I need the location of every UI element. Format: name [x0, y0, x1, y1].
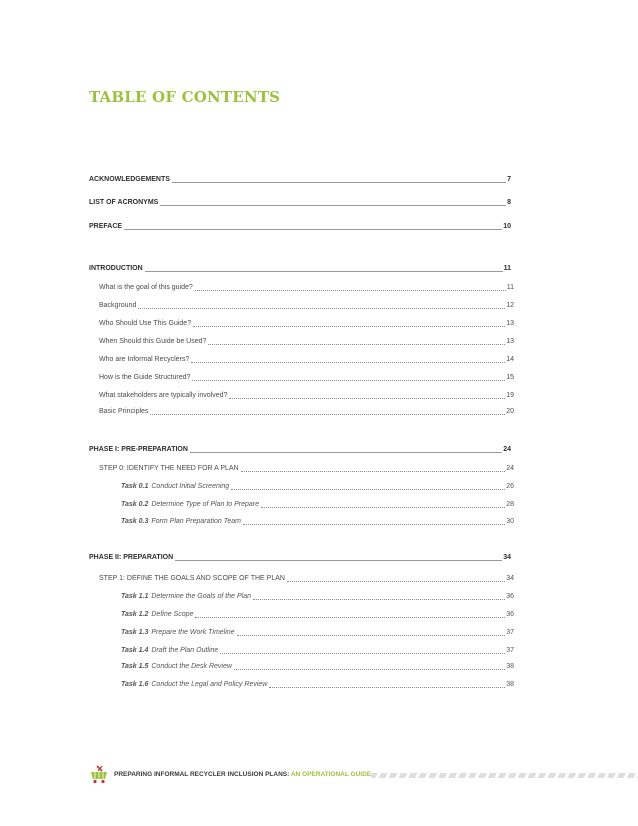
- toc-page-number: 34: [503, 554, 511, 561]
- dot-leader: [175, 560, 502, 561]
- toc-entry-label: What stakeholders are typically involved?: [99, 392, 228, 399]
- toc-entry-label: What is the goal of this guide?: [99, 284, 193, 291]
- toc-entry-introduction[interactable]: [89, 264, 511, 273]
- dot-leader: [287, 581, 505, 582]
- toc-page-number: 11: [506, 284, 514, 291]
- dot-leader: [241, 471, 506, 472]
- task-title: Conduct the Legal and Policy Review: [151, 681, 268, 688]
- toc-page-number: 24: [506, 465, 514, 472]
- task-title: Form Plan Preparation Team: [151, 518, 241, 525]
- toc-entry-preface[interactable]: [89, 222, 511, 231]
- toc-entry-label: PHASE I: PRE-PREPARATION: [89, 446, 188, 453]
- toc-page-number: 34: [506, 575, 514, 582]
- toc-entry-intro-goal[interactable]: [99, 283, 514, 292]
- toc-page-number: 24: [503, 446, 511, 453]
- dot-leader: [253, 599, 505, 600]
- task-number: Task 0.3: [121, 518, 149, 525]
- toc-task-label: [121, 500, 259, 509]
- toc-page-number: 26: [506, 483, 514, 490]
- toc-page-number: 12: [506, 302, 514, 309]
- toc-page-number: 37: [506, 647, 514, 654]
- toc-entry-phase2[interactable]: [89, 553, 511, 562]
- dot-leader: [172, 182, 506, 183]
- toc-task-label: [121, 680, 267, 689]
- toc-task-label: [121, 646, 218, 655]
- toc-entry-label: STEP 1: DEFINE THE GOALS AND SCOPE OF THE PLAN: [99, 575, 285, 582]
- toc-entry-task-1-3[interactable]: [121, 628, 514, 637]
- footer-stripe-divider: [371, 773, 638, 778]
- dot-leader: [208, 344, 505, 345]
- dot-leader: [261, 507, 505, 508]
- dot-leader: [160, 205, 506, 206]
- toc-page-number: 38: [506, 681, 514, 688]
- toc-entry-label: Basic Principles: [99, 408, 149, 415]
- toc-task-label: [121, 592, 251, 601]
- task-title: Define Scope: [151, 611, 194, 618]
- task-title: Prepare the Work Timeline: [151, 629, 235, 636]
- toc-page-number: 15: [506, 374, 514, 381]
- task-number: Task 1.3: [121, 629, 149, 636]
- toc-page-number: 30: [506, 518, 514, 525]
- toc-page-number: 11: [503, 265, 511, 272]
- dot-leader: [145, 271, 503, 272]
- dot-leader: [190, 452, 502, 453]
- toc-task-label: [121, 610, 193, 619]
- dot-leader: [237, 635, 506, 636]
- toc-page-number: 37: [506, 629, 514, 636]
- toc-task-label: [121, 628, 235, 637]
- task-number: Task 1.5: [121, 663, 149, 670]
- toc-entry-intro-stakeholders[interactable]: [99, 391, 514, 400]
- toc-entry-label: ACKNOWLEDGEMENTS: [89, 176, 170, 183]
- toc-page-number: 14: [506, 356, 514, 363]
- toc-entry-intro-who-use[interactable]: [99, 319, 514, 328]
- toc-entry-task-1-6[interactable]: [121, 680, 514, 689]
- dot-leader: [192, 380, 505, 381]
- task-title: Conduct Initial Screening: [151, 483, 230, 490]
- toc-page-number: 10: [503, 223, 511, 230]
- dot-leader: [231, 489, 505, 490]
- toc-page-number: 19: [506, 392, 514, 399]
- page-title: TABLE OF CONTENTS: [89, 88, 281, 106]
- dot-leader: [195, 290, 506, 291]
- toc-page-number: 36: [506, 611, 514, 618]
- toc-entry-intro-principles[interactable]: [99, 407, 514, 416]
- toc-entry-label: PREFACE: [89, 223, 123, 230]
- toc-entry-label: Background: [99, 302, 137, 309]
- toc-entry-acronyms[interactable]: [89, 198, 511, 207]
- toc-entry-intro-who-recyclers[interactable]: [99, 355, 514, 364]
- page-footer: [88, 764, 638, 784]
- dot-leader: [124, 229, 502, 230]
- toc-entry-task-1-1[interactable]: [121, 592, 514, 601]
- dot-leader: [195, 617, 505, 618]
- toc-entry-label: Who are Informal Recyclers?: [99, 356, 190, 363]
- footer-title: [114, 771, 371, 778]
- toc-entry-intro-structure[interactable]: [99, 373, 514, 382]
- toc-task-label: [121, 482, 229, 491]
- toc-page-number: 7: [507, 176, 511, 183]
- task-number: Task 1.4: [121, 647, 149, 654]
- recycler-cart-icon: [88, 764, 110, 784]
- task-number: Task 0.1: [121, 483, 149, 490]
- toc-page-number: 28: [506, 501, 514, 508]
- task-number: Task 1.1: [121, 593, 149, 600]
- toc-page-number: 20: [506, 408, 514, 415]
- toc-entry-phase1[interactable]: [89, 445, 511, 454]
- toc-task-label: [121, 517, 241, 526]
- toc-entry-task-1-5[interactable]: [121, 662, 514, 671]
- footer-title-accent: AN OPERATIONAL GUIDE: [289, 771, 372, 778]
- toc-task-label: [121, 662, 232, 671]
- toc-entry-task-1-2[interactable]: [121, 610, 514, 619]
- toc-entry-task-0-1[interactable]: [121, 482, 514, 491]
- toc-entry-task-0-2[interactable]: [121, 500, 514, 509]
- toc-page-number: 38: [506, 663, 514, 670]
- task-title: Determine Type of Plan to Prepare: [151, 501, 260, 508]
- toc-entry-acknowledgements[interactable]: [89, 175, 511, 184]
- toc-entry-label: LIST OF ACRONYMS: [89, 199, 159, 206]
- toc-page-number: 8: [507, 199, 511, 206]
- task-title: Draft the Plan Outline: [151, 647, 219, 654]
- dot-leader: [138, 308, 505, 309]
- toc-entry-label: Who Should Use This Guide?: [99, 320, 192, 327]
- footer-title-main: PREPARING INFORMAL RECYCLER INCLUSION PLANS:: [114, 771, 290, 778]
- toc-entry-step1[interactable]: [99, 574, 514, 583]
- toc-entry-label: INTRODUCTION: [89, 265, 143, 272]
- toc-entry-intro-when[interactable]: [99, 337, 514, 346]
- dot-leader: [234, 669, 505, 670]
- dot-leader: [229, 398, 505, 399]
- dot-leader: [269, 687, 505, 688]
- task-number: Task 1.6: [121, 681, 149, 688]
- task-number: Task 1.2: [121, 611, 149, 618]
- dot-leader: [150, 414, 505, 415]
- toc-entry-task-0-3[interactable]: [121, 517, 514, 526]
- toc-page-number: 36: [506, 593, 514, 600]
- toc-entry-label: PHASE II: PREPARATION: [89, 554, 174, 561]
- toc-page-number: 13: [506, 338, 514, 345]
- toc-entry-label: When Should this Guide be Used?: [99, 338, 207, 345]
- toc-entry-task-1-4[interactable]: [121, 646, 514, 655]
- toc-entry-label: STEP 0: IDENTIFY THE NEED FOR A PLAN: [99, 465, 239, 472]
- dot-leader: [243, 524, 505, 525]
- dot-leader: [220, 653, 505, 654]
- toc-page-number: 13: [506, 320, 514, 327]
- toc-entry-step0[interactable]: [99, 464, 514, 473]
- toc-entry-intro-background[interactable]: [99, 301, 514, 310]
- task-title: Conduct the Desk Review: [151, 663, 232, 670]
- dot-leader: [191, 362, 505, 363]
- task-number: Task 0.2: [121, 501, 149, 508]
- task-title: Determine the Goals of the Plan: [151, 593, 251, 600]
- dot-leader: [193, 326, 505, 327]
- toc-entry-label: How is the Guide Structured?: [99, 374, 191, 381]
